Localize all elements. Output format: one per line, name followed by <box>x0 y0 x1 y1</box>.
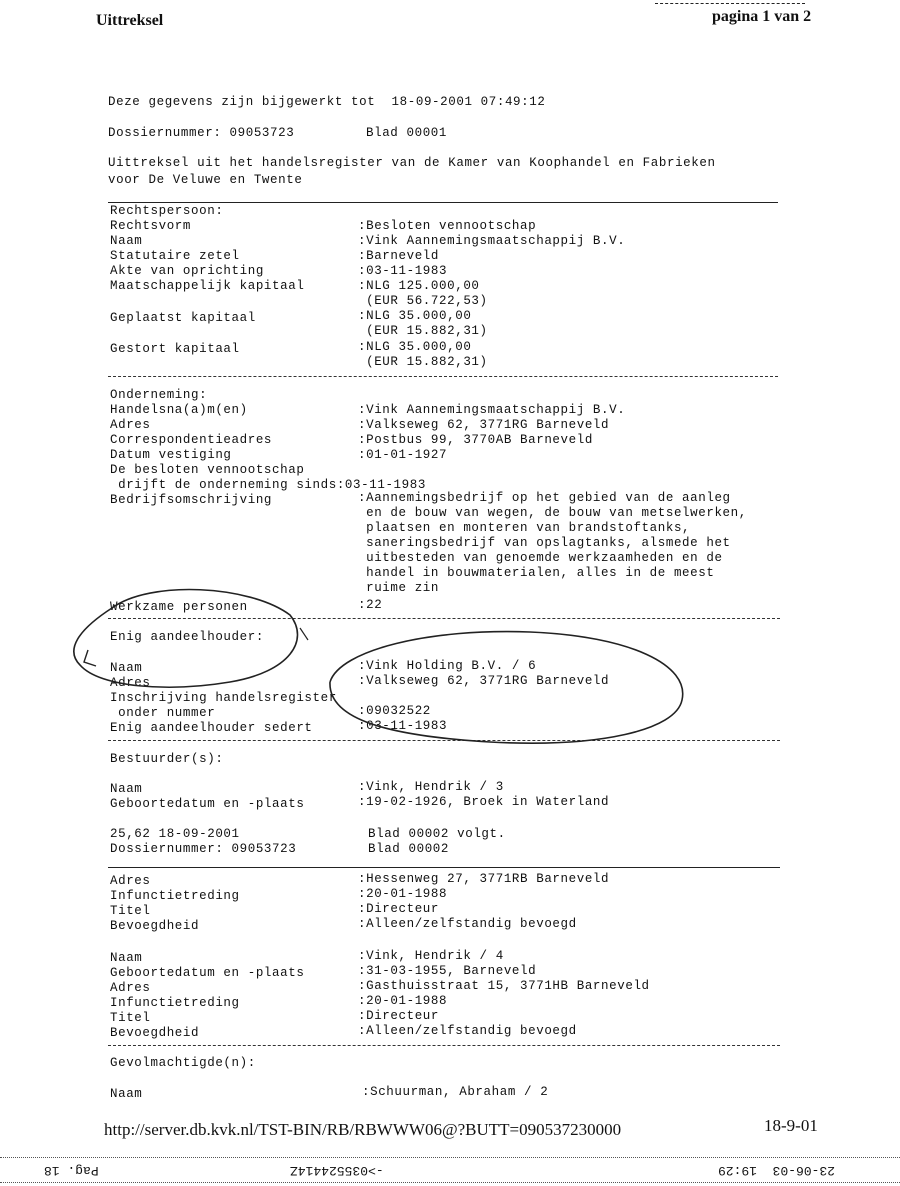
field-value: :Besloten vennootschap <box>358 219 537 233</box>
field-label: Naam <box>110 661 143 675</box>
section-divider <box>108 1045 780 1046</box>
field-value: :Alleen/zelfstandig bevoegd <box>358 1024 577 1038</box>
field-value: :01-01-1927 <box>358 448 448 462</box>
field-label: Correspondentieadres <box>110 433 273 447</box>
field-label: drijft de onderneming sinds:03-11-1983 <box>110 478 426 492</box>
document-title: Uittreksel <box>96 12 164 29</box>
field-value: :Aannemingsbedrijf op het gebied van de aanleg <box>358 491 731 505</box>
source-url[interactable]: http://server.db.kvk.nl/TST-BIN/RB/RBWWW06@?BUTT=090537230000 <box>104 1120 622 1139</box>
field-value: :NLG 35.000,00 <box>358 340 472 354</box>
field-label: Titel <box>110 1011 151 1025</box>
field-value: :09032522 <box>358 704 431 718</box>
field-label: Naam <box>110 1087 143 1101</box>
field-label: Geboortedatum en -plaats <box>110 797 305 811</box>
fax-timestamp: 23-06-03 19:29 <box>718 1163 836 1178</box>
field-label: Naam <box>110 951 143 965</box>
field-label: Akte van oprichting <box>110 264 264 278</box>
field-value: :Vink Holding B.V. / 6 <box>358 659 537 673</box>
field-value: :19-02-1926, Broek in Waterland <box>358 795 610 809</box>
field-value: :NLG 35.000,00 <box>358 309 472 323</box>
field-label: Infunctietreding <box>110 889 240 903</box>
bestuurders-heading: Bestuurder(s): <box>110 752 224 766</box>
field-label: Bevoegdheid <box>110 919 200 933</box>
field-value: ruime zin <box>358 581 440 595</box>
field-value: :Alleen/zelfstandig bevoegd <box>358 917 577 931</box>
top-rule <box>655 3 805 4</box>
section-rule <box>108 202 778 203</box>
field-value: :22 <box>358 598 383 612</box>
field-label: Adres <box>110 418 151 432</box>
field-label: Enig aandeelhouder sedert <box>110 721 313 735</box>
blad-number: Blad 00001 <box>366 126 448 140</box>
updated-line: Deze gegevens zijn bijgewerkt tot 18-09-2001 07:49:12 <box>108 95 546 109</box>
intro-line-1: Uittreksel uit het handelsregister van de Kamer van Koophandel en Fabrieken <box>108 156 716 170</box>
field-value: :Valkseweg 62, 3771RG Barneveld <box>358 418 610 432</box>
section-divider <box>108 618 780 619</box>
field-value: :Postbus 99, 3770AB Barneveld <box>358 433 593 447</box>
field-label: Werkzame personen <box>110 600 248 614</box>
field-value: :Directeur <box>358 902 440 916</box>
field-label: Maatschappelijk kapitaal <box>110 279 305 293</box>
fax-number: ->035524414Z <box>290 1163 384 1178</box>
field-label: Statutaire zetel <box>110 249 240 263</box>
print-date: 18-9-01 <box>764 1116 818 1135</box>
field-label: Adres <box>110 874 151 888</box>
aandeelhouder-heading: Enig aandeelhouder: <box>110 630 264 644</box>
field-label: Gestort kapitaal <box>110 342 240 356</box>
intro-line-2: voor De Veluwe en Twente <box>108 173 303 187</box>
field-label: Bevoegdheid <box>110 1026 200 1040</box>
field-label: Naam <box>110 234 143 248</box>
field-label: Naam <box>110 782 143 796</box>
page-footer-blad: Blad 00002 <box>368 842 450 856</box>
field-value: :20-01-1988 <box>358 887 448 901</box>
rechtspersoon-heading: Rechtspersoon: <box>110 204 224 218</box>
field-label: Titel <box>110 904 151 918</box>
page-indicator: pagina 1 van 2 <box>712 8 812 25</box>
section-rule <box>108 867 780 868</box>
onderneming-heading: Onderneming: <box>110 388 208 402</box>
field-value: (EUR 15.882,31) <box>358 324 488 338</box>
gevolmachtigden-heading: Gevolmachtigde(n): <box>110 1056 256 1070</box>
field-value: (EUR 15.882,31) <box>358 355 488 369</box>
section-divider <box>108 740 780 741</box>
field-value: :Vink, Hendrik / 4 <box>358 949 504 963</box>
field-value: (EUR 56.722,53) <box>358 294 488 308</box>
field-label: Rechtsvorm <box>110 219 192 233</box>
field-value: :Vink Aannemingsmaatschappij B.V. <box>358 234 626 248</box>
field-label: Geboortedatum en -plaats <box>110 966 305 980</box>
field-value: :Vink Aannemingsmaatschappij B.V. <box>358 403 626 417</box>
page-footer-dossier: Dossiernummer: 09053723 <box>110 842 297 856</box>
field-value: :20-01-1988 <box>358 994 448 1008</box>
page-footer-volgt: Blad 00002 volgt. <box>368 827 506 841</box>
field-value: :Hessenweg 27, 3771RB Barneveld <box>358 872 610 886</box>
field-value: :Valkseweg 62, 3771RG Barneveld <box>358 674 610 688</box>
annotation-arrow <box>300 628 308 640</box>
field-value: :Gasthuisstraat 15, 3771HB Barneveld <box>358 979 650 993</box>
fax-page: Pag. 18 <box>44 1163 99 1178</box>
field-label: onder nummer <box>110 706 216 720</box>
field-value: handel in bouwmaterialen, alles in de meest <box>358 566 715 580</box>
field-label: Adres <box>110 676 151 690</box>
field-label: Datum vestiging <box>110 448 232 462</box>
field-label: Adres <box>110 981 151 995</box>
field-label: Inschrijving handelsregister <box>110 691 337 705</box>
dossier-number: Dossiernummer: 09053723 <box>108 126 295 140</box>
field-value: :Directeur <box>358 1009 440 1023</box>
fax-bottom-rule <box>0 1182 900 1183</box>
field-label: De besloten vennootschap <box>110 463 305 477</box>
field-value: :Barneveld <box>358 249 440 263</box>
field-label: Bedrijfsomschrijving <box>110 493 273 507</box>
field-value: plaatsen en monteren van brandstoftanks, <box>358 521 691 535</box>
field-label: Handelsna(a)m(en) <box>110 403 248 417</box>
field-value: saneringsbedrijf van opslagtanks, alsmede het <box>358 536 731 550</box>
field-value: uitbesteden van genoemde werkzaamheden en de <box>358 551 723 565</box>
annotation-tick <box>84 650 96 666</box>
field-label: Infunctietreding <box>110 996 240 1010</box>
field-value: :Vink, Hendrik / 3 <box>358 780 504 794</box>
fax-top-rule <box>0 1157 900 1158</box>
field-value: :Schuurman, Abraham / 2 <box>362 1085 549 1099</box>
section-divider <box>108 376 778 377</box>
page-footer-left: 25,62 18-09-2001 <box>110 827 240 841</box>
field-value: en de bouw van wegen, de bouw van metselwerken, <box>358 506 747 520</box>
field-value: :03-11-1983 <box>358 719 448 733</box>
field-value: :NLG 125.000,00 <box>358 279 480 293</box>
field-value: :31-03-1955, Barneveld <box>358 964 537 978</box>
field-value: :03-11-1983 <box>358 264 448 278</box>
field-label: Geplaatst kapitaal <box>110 311 256 325</box>
